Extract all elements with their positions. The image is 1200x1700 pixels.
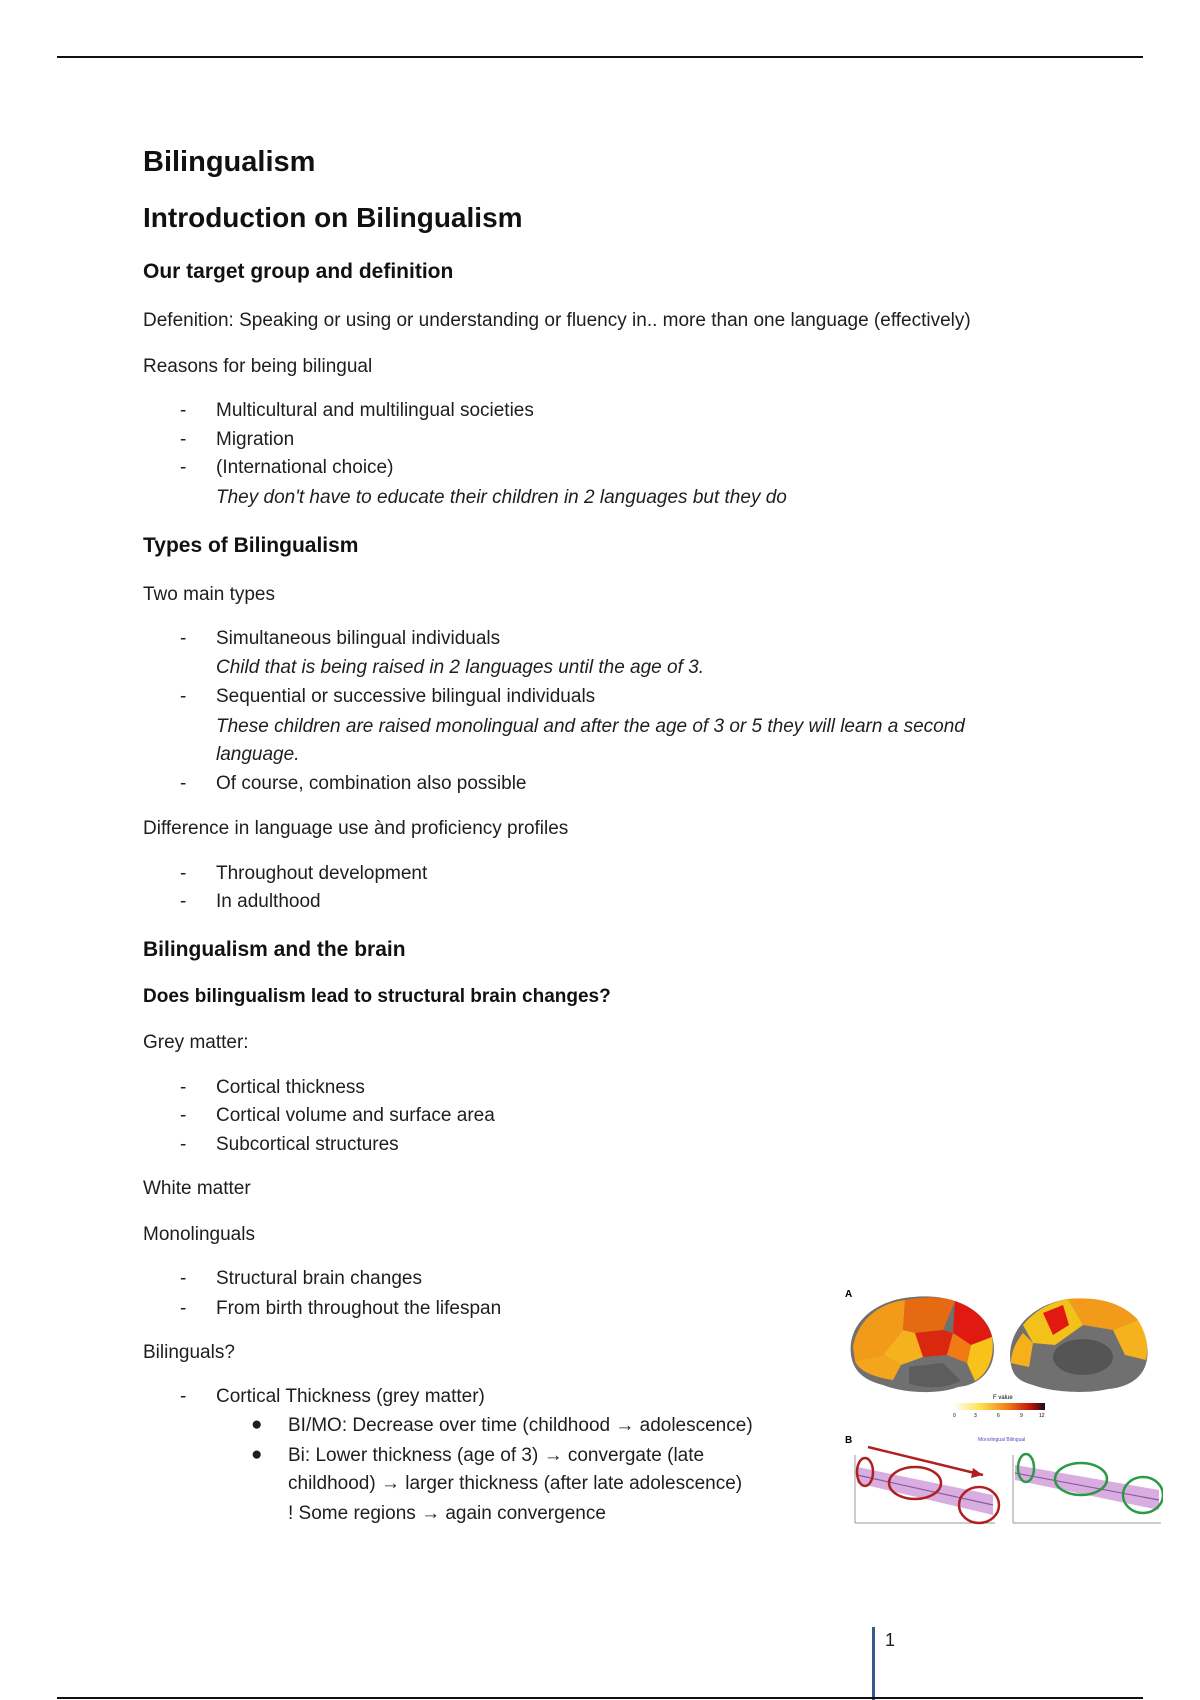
definition-text: Defenition: Speaking or using or understanding or fluency in.. more than one language (effectively) — [143, 310, 971, 331]
monolinguals-label: Monolinguals — [143, 1224, 255, 1245]
list-item: Migration — [216, 429, 295, 450]
list-dash: - — [180, 429, 187, 450]
bullet-icon: ● — [251, 1414, 263, 1435]
types-intro: Two main types — [143, 584, 275, 605]
list-dash: - — [180, 628, 187, 649]
list-item: Multicultural and multilingual societies — [216, 400, 534, 421]
list-dash: - — [180, 1077, 187, 1098]
colorbar-tick: 12 — [1039, 1413, 1045, 1419]
colorbar-tick: 9 — [1020, 1413, 1023, 1419]
list-item: Simultaneous bilingual individuals — [216, 628, 501, 649]
subheading-types: Types of Bilingualism — [143, 534, 359, 557]
footer-rule — [57, 1697, 1143, 1699]
list-item: From birth throughout the lifespan — [216, 1298, 502, 1319]
document-title: Bilingualism — [143, 146, 316, 178]
page-number: 1 — [885, 1630, 896, 1650]
reasons-label: Reasons for being bilingual — [143, 356, 373, 377]
colorbar-tick: 6 — [997, 1413, 1000, 1419]
bilinguals-label: Bilinguals? — [143, 1342, 235, 1363]
colorbar-tick: 0 — [953, 1413, 956, 1419]
list-item: (International choice) — [216, 457, 394, 478]
list-item: Cortical thickness — [216, 1077, 365, 1098]
list-item: Cortical Thickness (grey matter) — [216, 1386, 485, 1407]
bullet-icon: ● — [251, 1444, 263, 1465]
legend-text: Monolingual Bilingual — [978, 1437, 1026, 1443]
sub-list-item-cont: childhood) → larger thickness (after late adolescence) — [288, 1473, 743, 1494]
brain-lateral-illustration — [851, 1296, 994, 1392]
list-item: Throughout development — [216, 863, 428, 884]
list-dash: - — [180, 686, 187, 707]
thickness-plot-left — [855, 1447, 999, 1523]
panel-a-label: A — [845, 1289, 853, 1300]
subheading-target-group: Our target group and definition — [143, 260, 454, 283]
list-dash: - — [180, 400, 187, 421]
colorbar-label: F value — [993, 1395, 1013, 1401]
colorbar-tick: 3 — [974, 1413, 977, 1419]
list-dash: - — [180, 1386, 187, 1407]
list-item: Sequential or successive bilingual individuals — [216, 686, 596, 707]
sub-list-item: BI/MO: Decrease over time (childhood → adolescence) — [288, 1415, 753, 1436]
list-dash: - — [180, 1134, 187, 1155]
colorbar — [953, 1403, 1045, 1410]
list-note: language. — [216, 744, 300, 765]
list-item: In adulthood — [216, 891, 321, 912]
list-note: They don't have to educate their children in 2 languages but they do — [216, 487, 787, 508]
header-rule — [57, 56, 1143, 58]
list-item: Structural brain changes — [216, 1268, 422, 1289]
panel-b-label: B — [845, 1435, 853, 1446]
thickness-plot-right — [1013, 1454, 1163, 1523]
brain-medial-illustration — [1010, 1298, 1148, 1392]
question-heading: Does bilingualism lead to structural brain changes? — [143, 986, 611, 1007]
difference-label: Difference in language use ànd proficiency profiles — [143, 818, 569, 839]
grey-matter-label: Grey matter: — [143, 1032, 249, 1053]
footer-page-bar — [872, 1627, 875, 1700]
list-dash: - — [180, 863, 187, 884]
list-item: Of course, combination also possible — [216, 773, 527, 794]
list-dash: - — [180, 1298, 187, 1319]
list-dash: - — [180, 457, 187, 478]
list-dash: - — [180, 773, 187, 794]
list-dash: - — [180, 1105, 187, 1126]
sub-list-item: Bi: Lower thickness (age of 3) → convergate (late — [288, 1445, 705, 1466]
section-heading-brain: Bilingualism and the brain — [143, 938, 406, 961]
list-note: These children are raised monolingual and after the age of 3 or 5 they will learn a second — [216, 716, 965, 737]
sub-list-item-cont: ! Some regions → again convergence — [288, 1503, 606, 1524]
list-dash: - — [180, 1268, 187, 1289]
list-item: Cortical volume and surface area — [216, 1105, 495, 1126]
list-dash: - — [180, 891, 187, 912]
brain-figure — [843, 1285, 1163, 1550]
white-matter-label: White matter — [143, 1178, 251, 1199]
section-heading-intro: Introduction on Bilingualism — [143, 202, 523, 233]
list-item: Subcortical structures — [216, 1134, 399, 1155]
list-note: Child that is being raised in 2 languages until the age of 3. — [216, 657, 704, 678]
